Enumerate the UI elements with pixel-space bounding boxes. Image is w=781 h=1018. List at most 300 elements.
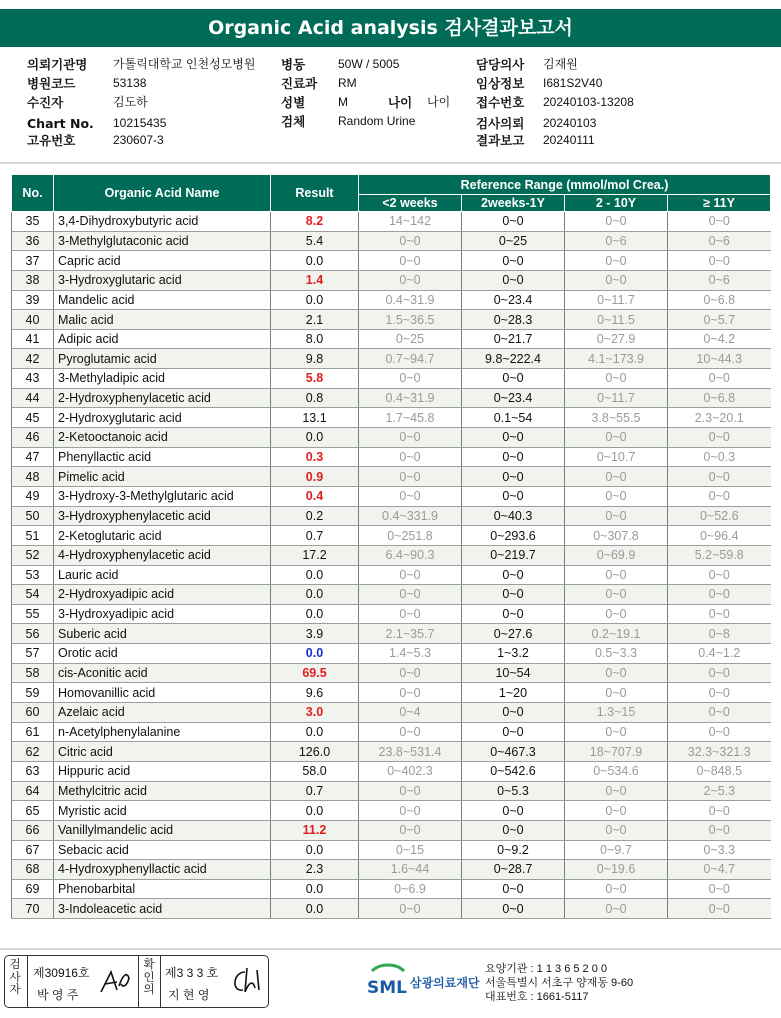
request-value: 20240103	[543, 116, 597, 130]
examiner-label: 검사자	[9, 959, 21, 996]
table-row	[12, 663, 771, 683]
header-ref-2-10y: 2 - 10Y	[565, 195, 668, 212]
acid-name: Adipic acid	[54, 329, 271, 349]
ref-2-10y: 0~0	[565, 820, 668, 840]
ref-2w-1y: 1~20	[462, 683, 565, 703]
table-row	[12, 899, 771, 919]
ref-gte11y: 10~44.3	[668, 349, 771, 369]
ref-2w-1y: 0~0	[462, 369, 565, 389]
ref-gte11y: 2.3~20.1	[668, 408, 771, 428]
table-row	[12, 644, 771, 664]
row-number: 43	[12, 369, 54, 389]
acid-name: 2-Hydroxyphenylacetic acid	[54, 388, 271, 408]
acid-name: Pimelic acid	[54, 467, 271, 487]
confirmer-signature-icon	[227, 964, 265, 998]
ref-gte11y: 0~4.7	[668, 860, 771, 880]
row-number: 37	[12, 251, 54, 271]
row-number: 48	[12, 467, 54, 487]
ref-2w-1y: 0~0	[462, 447, 565, 467]
ref-gte11y: 0~0	[668, 663, 771, 683]
ref-lt2w: 6.4~90.3	[359, 545, 462, 565]
ref-2w-1y: 0~5.3	[462, 781, 565, 801]
result-value: 1.4	[271, 270, 359, 290]
age-value: 나이	[427, 95, 451, 109]
ref-2w-1y: 0~0	[462, 703, 565, 723]
ref-2-10y: 0~10.7	[565, 447, 668, 467]
row-number: 44	[12, 388, 54, 408]
result-value: 0.0	[271, 604, 359, 624]
ref-2-10y: 0~0	[565, 781, 668, 801]
clinical-value: I681S2V40	[543, 76, 603, 90]
ref-gte11y: 0~0	[668, 369, 771, 389]
ref-2-10y: 0~0	[565, 801, 668, 821]
ref-2w-1y: 0~293.6	[462, 526, 565, 546]
acid-name: Malic acid	[54, 310, 271, 330]
examiner-name: 박 영 주	[37, 988, 79, 1002]
result-value: 0.0	[271, 644, 359, 664]
table-row	[12, 486, 771, 506]
header-ref-gte11y: ≥ 11Y	[668, 195, 771, 212]
ref-2w-1y: 0.1~54	[462, 408, 565, 428]
ref-gte11y: 0~0	[668, 565, 771, 585]
ref-gte11y: 0~8	[668, 624, 771, 644]
sex-value: M	[338, 95, 348, 109]
result-value: 0.8	[271, 388, 359, 408]
header-ref-lt2w: <2 weeks	[359, 195, 462, 212]
table-row	[12, 290, 771, 310]
row-number: 65	[12, 801, 54, 821]
result-value: 11.2	[271, 820, 359, 840]
acid-name: 3-Methyladipic acid	[54, 369, 271, 389]
ref-2-10y: 0~0	[565, 879, 668, 899]
ref-gte11y: 0~0	[668, 486, 771, 506]
acid-name: Capric acid	[54, 251, 271, 271]
ref-2w-1y: 0~0	[462, 428, 565, 448]
ref-lt2w: 0~25	[359, 329, 462, 349]
result-value: 0.4	[271, 486, 359, 506]
ref-lt2w: 1.7~45.8	[359, 408, 462, 428]
ref-2w-1y: 0~542.6	[462, 761, 565, 781]
table-row	[12, 585, 771, 605]
ref-2-10y: 0~11.7	[565, 388, 668, 408]
table-row	[12, 251, 771, 271]
ref-gte11y: 5.2~59.8	[668, 545, 771, 565]
ref-2-10y: 0~0	[565, 585, 668, 605]
result-value: 0.3	[271, 447, 359, 467]
receipt-label: 접수번호	[476, 95, 525, 110]
lab-phone: 대표번호 : 1661-5117	[485, 991, 589, 1003]
table-row	[12, 840, 771, 860]
row-number: 69	[12, 879, 54, 899]
table-row	[12, 860, 771, 880]
ref-gte11y: 0.4~1.2	[668, 644, 771, 664]
table-row	[12, 506, 771, 526]
ref-2-10y: 0~0	[565, 899, 668, 919]
table-row	[12, 526, 771, 546]
acid-name: 3-Hydroxy-3-Methylglutaric acid	[54, 486, 271, 506]
ward-value: 50W / 5005	[338, 57, 400, 71]
ref-lt2w: 0~0	[359, 486, 462, 506]
result-value: 0.0	[271, 428, 359, 448]
ref-lt2w: 1.6~44	[359, 860, 462, 880]
result-value: 8.2	[271, 212, 359, 232]
result-value: 8.0	[271, 329, 359, 349]
row-number: 59	[12, 683, 54, 703]
row-number: 46	[12, 428, 54, 448]
ref-2-10y: 0~0	[565, 604, 668, 624]
row-number: 54	[12, 585, 54, 605]
ref-2-10y: 0~307.8	[565, 526, 668, 546]
acid-name: Orotic acid	[54, 644, 271, 664]
ref-gte11y: 0~0	[668, 820, 771, 840]
report-title: Organic Acid analysis 검사결과보고서	[0, 9, 781, 47]
ref-2w-1y: 0~28.3	[462, 310, 565, 330]
result-value: 0.7	[271, 526, 359, 546]
ref-2-10y: 0~0	[565, 565, 668, 585]
ref-lt2w: 0~0	[359, 428, 462, 448]
ref-lt2w: 0~402.3	[359, 761, 462, 781]
ref-2-10y: 0~0	[565, 722, 668, 742]
result-value: 126.0	[271, 742, 359, 762]
row-number: 52	[12, 545, 54, 565]
ref-2-10y: 0.5~3.3	[565, 644, 668, 664]
ref-lt2w: 0~0	[359, 604, 462, 624]
row-number: 35	[12, 212, 54, 232]
unique-value: 230607-3	[113, 133, 164, 147]
result-value: 5.4	[271, 231, 359, 251]
ref-lt2w: 0~0	[359, 585, 462, 605]
table-row	[12, 781, 771, 801]
ref-lt2w: 0~0	[359, 722, 462, 742]
request-label: 검사의뢰	[476, 116, 525, 131]
ref-2w-1y: 0~0	[462, 270, 565, 290]
ref-2w-1y: 0~0	[462, 899, 565, 919]
ref-2-10y: 0~69.9	[565, 545, 668, 565]
specimen-value: Random Urine	[338, 114, 416, 128]
ref-lt2w: 0~0	[359, 663, 462, 683]
result-value: 5.8	[271, 369, 359, 389]
ref-gte11y: 0~5.7	[668, 310, 771, 330]
result-value: 0.0	[271, 801, 359, 821]
table-row	[12, 703, 771, 723]
ref-gte11y: 0~96.4	[668, 526, 771, 546]
table-row	[12, 545, 771, 565]
ref-lt2w: 0~0	[359, 683, 462, 703]
ref-2w-1y: 0~21.7	[462, 329, 565, 349]
ref-gte11y: 0~0	[668, 899, 771, 919]
row-number: 55	[12, 604, 54, 624]
acid-name: Phenobarbital	[54, 879, 271, 899]
ref-2-10y: 3.8~55.5	[565, 408, 668, 428]
ref-2w-1y: 0~9.2	[462, 840, 565, 860]
row-number: 62	[12, 742, 54, 762]
ward-label: 병동	[281, 57, 306, 72]
result-value: 69.5	[271, 663, 359, 683]
row-number: 41	[12, 329, 54, 349]
table-row	[12, 742, 771, 762]
acid-name: Phenyllactic acid	[54, 447, 271, 467]
ref-lt2w: 0~0	[359, 251, 462, 271]
row-number: 51	[12, 526, 54, 546]
ref-2-10y: 0~11.5	[565, 310, 668, 330]
table-row	[12, 408, 771, 428]
ref-2w-1y: 1~3.2	[462, 644, 565, 664]
recipient-value: 김도하	[113, 95, 148, 109]
ref-2w-1y: 0~0	[462, 820, 565, 840]
acid-name: Homovanillic acid	[54, 683, 271, 703]
ref-2w-1y: 0~0	[462, 585, 565, 605]
row-number: 47	[12, 447, 54, 467]
row-number: 38	[12, 270, 54, 290]
ref-lt2w: 0.4~331.9	[359, 506, 462, 526]
acid-name: n-Acetylphenylalanine	[54, 722, 271, 742]
ref-2-10y: 0~534.6	[565, 761, 668, 781]
header-reference: Reference Range (mmol/mol Crea.)	[359, 175, 771, 195]
ref-2-10y: 0~0	[565, 467, 668, 487]
ref-2w-1y: 0~0	[462, 801, 565, 821]
ref-2-10y: 0~0	[565, 369, 668, 389]
result-value: 0.0	[271, 879, 359, 899]
row-number: 68	[12, 860, 54, 880]
ref-2-10y: 0~9.7	[565, 840, 668, 860]
ref-2w-1y: 0~0	[462, 467, 565, 487]
result-value: 58.0	[271, 761, 359, 781]
ref-2w-1y: 9.8~222.4	[462, 349, 565, 369]
ref-lt2w: 0~0	[359, 369, 462, 389]
acid-name: Sebacic acid	[54, 840, 271, 860]
ref-lt2w: 0~0	[359, 801, 462, 821]
ref-lt2w: 0~4	[359, 703, 462, 723]
ref-2w-1y: 10~54	[462, 663, 565, 683]
ref-2w-1y: 0~0	[462, 722, 565, 742]
lab-info	[485, 962, 633, 1004]
table-row	[12, 879, 771, 899]
ref-2-10y: 18~707.9	[565, 742, 668, 762]
clinical-label: 임상정보	[476, 76, 525, 91]
ref-gte11y: 0~0	[668, 585, 771, 605]
results-table	[11, 174, 771, 919]
lab-code: 요양기관 : 1 1 3 6 5 2 0 0	[485, 963, 608, 975]
acid-name: 2-Hydroxyglutaric acid	[54, 408, 271, 428]
result-value: 0.7	[271, 781, 359, 801]
ref-lt2w: 0~15	[359, 840, 462, 860]
chart-value: 10215435	[113, 116, 167, 130]
table-row	[12, 761, 771, 781]
ref-gte11y: 0~0	[668, 722, 771, 742]
row-number: 53	[12, 565, 54, 585]
table-row	[12, 329, 771, 349]
result-value: 13.1	[271, 408, 359, 428]
result-value: 0.0	[271, 251, 359, 271]
acid-name: 3-Indoleacetic acid	[54, 899, 271, 919]
result-value: 2.1	[271, 310, 359, 330]
ref-gte11y: 0~0	[668, 212, 771, 232]
ref-gte11y: 0~52.6	[668, 506, 771, 526]
acid-name: Citric acid	[54, 742, 271, 762]
row-number: 42	[12, 349, 54, 369]
row-number: 50	[12, 506, 54, 526]
ref-2-10y: 0~11.7	[565, 290, 668, 310]
results-body	[12, 212, 771, 919]
ref-2-10y: 4.1~173.9	[565, 349, 668, 369]
row-number: 63	[12, 761, 54, 781]
table-row	[12, 467, 771, 487]
ref-2w-1y: 0~467.3	[462, 742, 565, 762]
acid-name: 3-Methylglutaconic acid	[54, 231, 271, 251]
confirmer-label: 확인의	[143, 959, 155, 996]
acid-name: Suberic acid	[54, 624, 271, 644]
ref-2-10y: 0~0	[565, 663, 668, 683]
confirmer-name: 지 현 영	[168, 988, 210, 1002]
ref-lt2w: 0~0	[359, 565, 462, 585]
divider	[27, 956, 28, 1007]
ref-2w-1y: 0~27.6	[462, 624, 565, 644]
row-number: 60	[12, 703, 54, 723]
table-row	[12, 722, 771, 742]
chart-label: Chart No.	[27, 116, 94, 131]
doctor-value: 김재원	[543, 57, 578, 71]
ref-lt2w: 0~0	[359, 820, 462, 840]
lab-name: 삼광의료재단	[410, 976, 480, 990]
acid-name: cis-Aconitic acid	[54, 663, 271, 683]
ref-2-10y: 0.2~19.1	[565, 624, 668, 644]
ref-gte11y: 0~0	[668, 879, 771, 899]
dept-value: RM	[338, 76, 357, 90]
result-value: 3.0	[271, 703, 359, 723]
ref-2-10y: 0~27.9	[565, 329, 668, 349]
ref-lt2w: 0~0	[359, 899, 462, 919]
row-number: 39	[12, 290, 54, 310]
ref-gte11y: 0~0	[668, 801, 771, 821]
ref-gte11y: 0~0	[668, 683, 771, 703]
result-value: 17.2	[271, 545, 359, 565]
recipient-label: 수진자	[27, 95, 64, 110]
ref-2w-1y: 0~25	[462, 231, 565, 251]
row-number: 70	[12, 899, 54, 919]
result-value: 0.2	[271, 506, 359, 526]
row-number: 58	[12, 663, 54, 683]
unique-label: 고유번호	[27, 133, 76, 148]
report-label: 결과보고	[476, 133, 525, 148]
result-value: 0.0	[271, 899, 359, 919]
acid-name: Mandelic acid	[54, 290, 271, 310]
result-value: 0.0	[271, 585, 359, 605]
ref-gte11y: 2~5.3	[668, 781, 771, 801]
ref-2-10y: 0~0	[565, 270, 668, 290]
ref-2w-1y: 0~40.3	[462, 506, 565, 526]
acid-name: 4-Hydroxyphenyllactic acid	[54, 860, 271, 880]
ref-2w-1y: 0~0	[462, 212, 565, 232]
code-label: 병원코드	[27, 76, 76, 91]
result-value: 0.0	[271, 840, 359, 860]
ref-2-10y: 0~6	[565, 231, 668, 251]
table-row	[12, 231, 771, 251]
divider	[138, 956, 139, 1007]
table-row	[12, 565, 771, 585]
logo-text: SML	[367, 978, 407, 998]
table-row	[12, 683, 771, 703]
row-number: 49	[12, 486, 54, 506]
footer-separator	[0, 948, 781, 950]
table-row	[12, 428, 771, 448]
ref-2-10y: 0~0	[565, 212, 668, 232]
ref-gte11y: 0~6	[668, 231, 771, 251]
sex-label: 성별	[281, 95, 306, 110]
row-number: 56	[12, 624, 54, 644]
hospital-value: 가톨릭대학교 인천성모병원	[113, 57, 256, 71]
ref-gte11y: 0~0	[668, 703, 771, 723]
ref-2-10y: 0~0	[565, 506, 668, 526]
ref-gte11y: 0~848.5	[668, 761, 771, 781]
ref-gte11y: 0~0	[668, 604, 771, 624]
ref-lt2w: 1.4~5.3	[359, 644, 462, 664]
sml-logo-icon	[366, 961, 410, 1001]
acid-name: 2-Ketooctanoic acid	[54, 428, 271, 448]
ref-lt2w: 0~0	[359, 231, 462, 251]
row-number: 66	[12, 820, 54, 840]
acid-name: 4-Hydroxyphenylacetic acid	[54, 545, 271, 565]
result-value: 0.0	[271, 290, 359, 310]
table-row	[12, 801, 771, 821]
result-value: 9.8	[271, 349, 359, 369]
table-row	[12, 369, 771, 389]
row-number: 45	[12, 408, 54, 428]
ref-2-10y: 0~0	[565, 683, 668, 703]
ref-2w-1y: 0~0	[462, 251, 565, 271]
row-number: 40	[12, 310, 54, 330]
result-value: 9.6	[271, 683, 359, 703]
ref-lt2w: 0~251.8	[359, 526, 462, 546]
examiner-license: 제30916호	[33, 966, 90, 980]
lab-address: 서울특별시 서초구 양재동 9-60	[485, 977, 634, 989]
acid-name: Lauric acid	[54, 565, 271, 585]
ref-lt2w: 0.4~31.9	[359, 290, 462, 310]
ref-2w-1y: 0~0	[462, 486, 565, 506]
signature-box	[4, 955, 269, 1008]
row-number: 36	[12, 231, 54, 251]
ref-gte11y: 0~6.8	[668, 388, 771, 408]
table-row	[12, 212, 771, 232]
acid-name: 3-Hydroxyadipic acid	[54, 604, 271, 624]
divider	[160, 956, 161, 1007]
header-result: Result	[271, 175, 359, 212]
result-value: 3.9	[271, 624, 359, 644]
ref-gte11y: 0~4.2	[668, 329, 771, 349]
result-value: 0.0	[271, 565, 359, 585]
ref-2-10y: 0~0	[565, 486, 668, 506]
confirmer-license: 제3 3 3 호	[165, 966, 219, 980]
ref-lt2w: 0.7~94.7	[359, 349, 462, 369]
ref-gte11y: 0~0	[668, 467, 771, 487]
ref-2w-1y: 0~219.7	[462, 545, 565, 565]
code-value: 53138	[113, 76, 147, 90]
ref-lt2w: 14~142	[359, 212, 462, 232]
ref-2w-1y: 0~28.7	[462, 860, 565, 880]
ref-gte11y: 0~3.3	[668, 840, 771, 860]
age-label: 나이	[388, 95, 413, 110]
row-number: 64	[12, 781, 54, 801]
acid-name: Pyroglutamic acid	[54, 349, 271, 369]
ref-lt2w: 1.5~36.5	[359, 310, 462, 330]
acid-name: Myristic acid	[54, 801, 271, 821]
row-number: 61	[12, 722, 54, 742]
table-row	[12, 388, 771, 408]
table-row	[12, 624, 771, 644]
ref-lt2w: 2.1~35.7	[359, 624, 462, 644]
table-row	[12, 820, 771, 840]
acid-name: 2-Hydroxyadipic acid	[54, 585, 271, 605]
acid-name: 3-Hydroxyglutaric acid	[54, 270, 271, 290]
